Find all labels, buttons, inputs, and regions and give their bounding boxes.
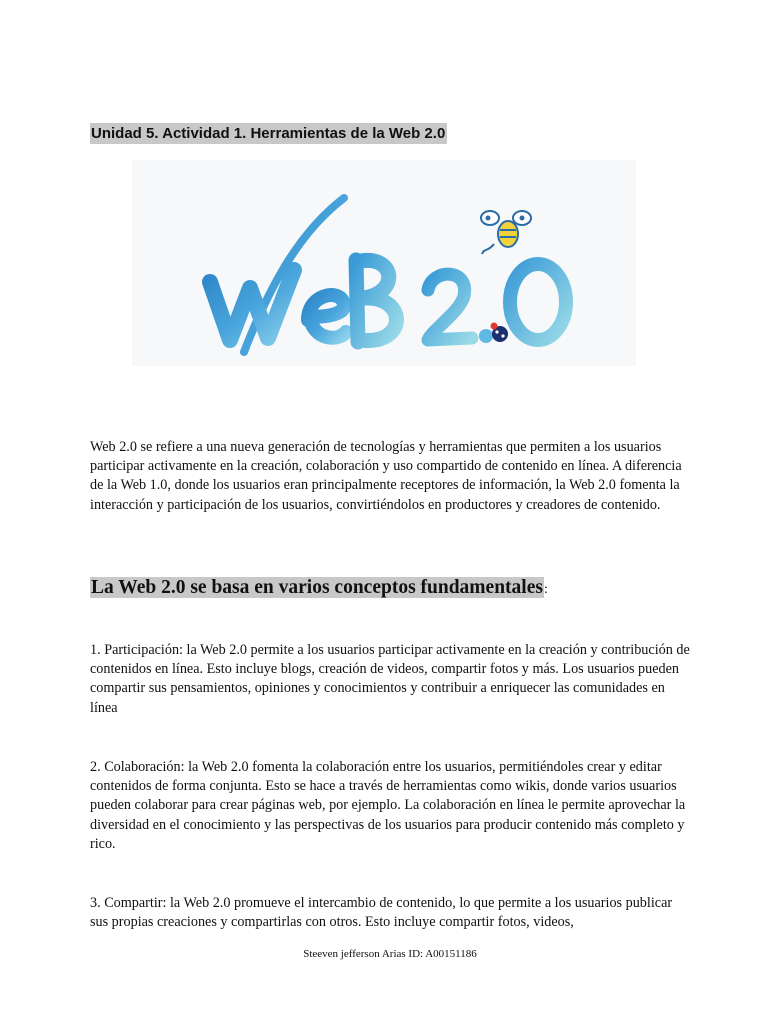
section-heading-text: La Web 2.0 se basa en varios conceptos fundamentales	[91, 577, 543, 598]
point-colaboracion: 2. Colaboración: la Web 2.0 fomenta la colaboración entre los usuarios, permitiéndoles crear y editar contenidos de forma conjunta. Esto se hace a través de herramientas como wikis, donde varios usuarios pueden colaborar para crear páginas web, por ejemplo. La colaboración en línea le permite aprovechar la diversidad en el conocimiento y las perspectivas de los usuarios para producir contenido más completo y rico.	[90, 759, 686, 852]
document-title: Unidad 5. Actividad 1. Herramientas de la Web 2.0	[91, 125, 446, 142]
logo-dot	[479, 329, 493, 343]
page-footer: Steeven jefferson Arias ID: A00151186	[303, 948, 477, 960]
web-2-logo	[132, 160, 636, 366]
section-heading-colon: :	[543, 582, 548, 597]
point-compartir: 3. Compartir: la Web 2.0 promueve el intercambio de contenido, lo que permite a los usuarios publicar sus propias creaciones y compartirlas con otros. Esto incluye compartir fotos, videos,	[90, 895, 673, 931]
intro-paragraph: Web 2.0 se refiere a una nueva generación de tecnologías y herramientas que permiten a los usuarios participar activamente en la creación, colaboración y uso compartido de contenido en línea. A diferencia de la Web 1.0, donde los usuarios eran principalmente receptores de información, la Web 2.0 fomenta la interacción y participación de los usuarios, convirtiéndolos en productores y creadores de contenido.	[90, 439, 682, 513]
section-heading	[90, 575, 548, 603]
logo-letter-e	[308, 295, 346, 338]
point-participacion: 1. Participación: la Web 2.0 permite a los usuarios participar activamente en la creación y contribución de contenidos en línea. Esto incluye blogs, creación de videos, compartir fotos y más. Los usuarios pueden compartir sus pensamientos, opiniones y conocimientos y contribuir a enriquecer las comunidades en línea	[90, 642, 690, 716]
